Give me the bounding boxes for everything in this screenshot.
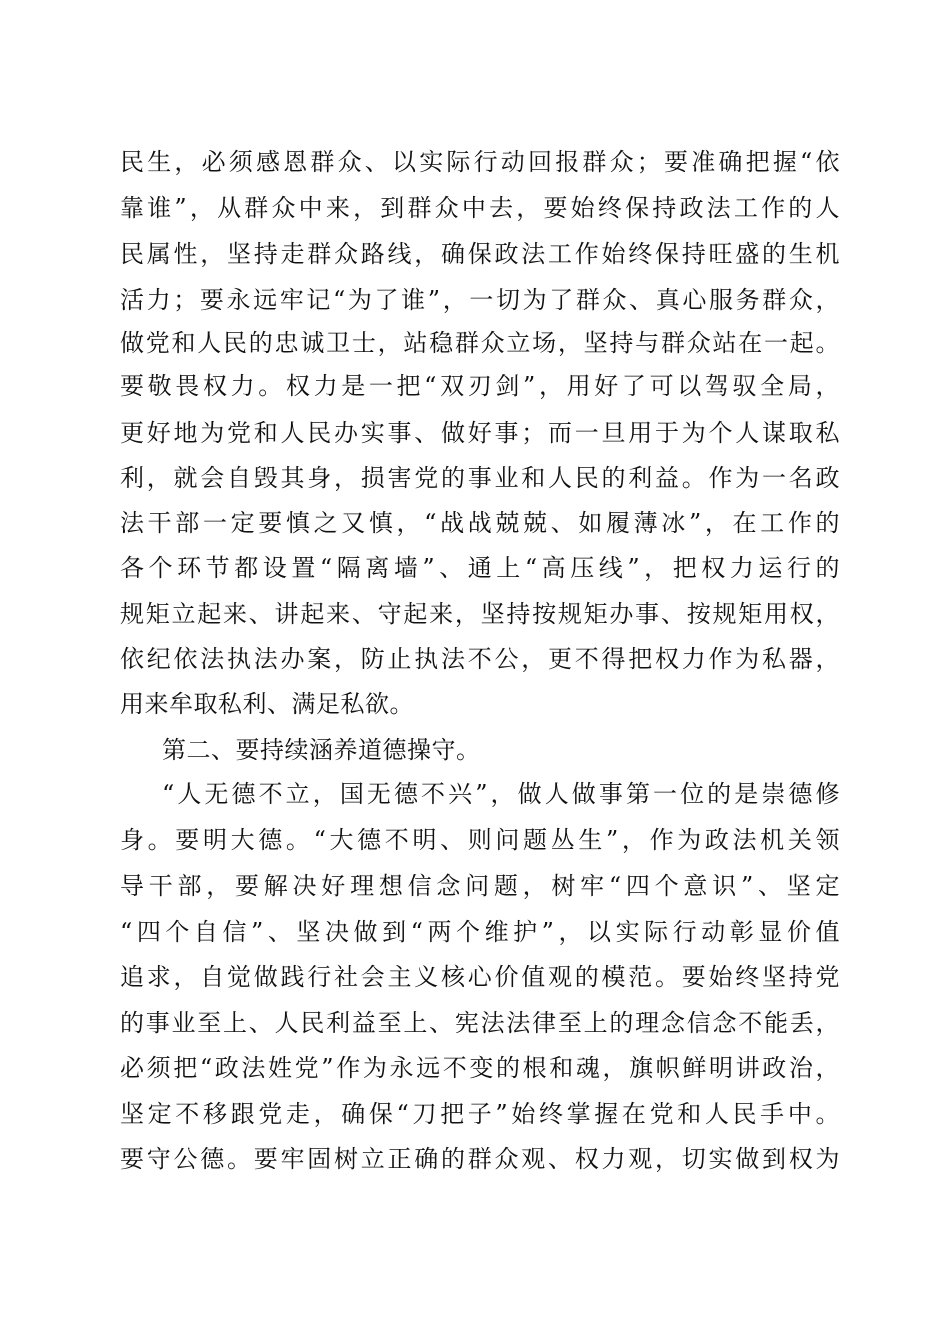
body-text-line: 更好地为党和人民办实事、做好事；而一旦用于为个人谋取私 [120, 419, 840, 447]
body-text-line: 民生，必须感恩群众、以实际行动回报群众；要准确把握“依 [120, 148, 840, 176]
body-text-line: “人无德不立，国无德不兴”，做人做事第一位的是崇德修 [162, 780, 840, 808]
section-heading: 第二、要持续涵养道德操守。 [162, 736, 481, 764]
body-text-line: 身。要明大德。“大德不明、则问题丛生”，作为政法机关领 [120, 826, 840, 854]
body-text-line: 导干部，要解决好理想信念问题，树牢“四个意识”、坚定 [120, 872, 840, 900]
body-text-line: 要守公德。要牢固树立正确的群众观、权力观，切实做到权为 [120, 1145, 840, 1173]
body-text-line: 利，就会自毁其身，损害党的事业和人民的利益。作为一名政 [120, 464, 840, 492]
body-text-line: 坚定不移跟党走，确保“刀把子”始终掌握在党和人民手中。 [120, 1100, 840, 1128]
body-text-line: 用来牟取私利、满足私欲。 [120, 690, 414, 718]
body-text-line: 依纪依法执法办案，防止执法不公，更不得把权力作为私器， [120, 645, 840, 673]
body-text-line: 追求，自觉做践行社会主义核心价值观的模范。要始终坚持党 [120, 963, 840, 991]
body-text-line: 民属性，坚持走群众路线，确保政法工作始终保持旺盛的生机 [120, 240, 840, 268]
body-text-line: 各个环节都设置“隔离墙”、通上“高压线”，把权力运行的 [120, 554, 840, 582]
body-text-line: 靠谁”，从群众中来，到群众中去，要始终保持政法工作的人 [120, 194, 840, 222]
body-text-line: “四个自信”、坚决做到“两个维护”，以实际行动彰显价值 [120, 918, 840, 946]
body-text-line: 做党和人民的忠诚卫士，站稳群众立场，坚持与群众站在一起。 [120, 329, 840, 357]
body-text-line: 法干部一定要慎之又慎，“战战兢兢、如履薄冰”，在工作的 [120, 509, 840, 537]
body-text-line: 的事业至上、人民利益至上、宪法法律至上的理念信念不能丢， [120, 1009, 840, 1037]
body-text-line: 必须把“政法姓党”作为永远不变的根和魂，旗帜鲜明讲政治， [120, 1054, 840, 1082]
body-text-line: 要敬畏权力。权力是一把“双刃剑”，用好了可以驾驭全局， [120, 372, 840, 400]
body-text-line: 活力；要永远牢记“为了谁”，一切为了群众、真心服务群众， [120, 286, 840, 314]
body-text-line: 规矩立起来、讲起来、守起来，坚持按规矩办事、按规矩用权， [120, 600, 840, 628]
